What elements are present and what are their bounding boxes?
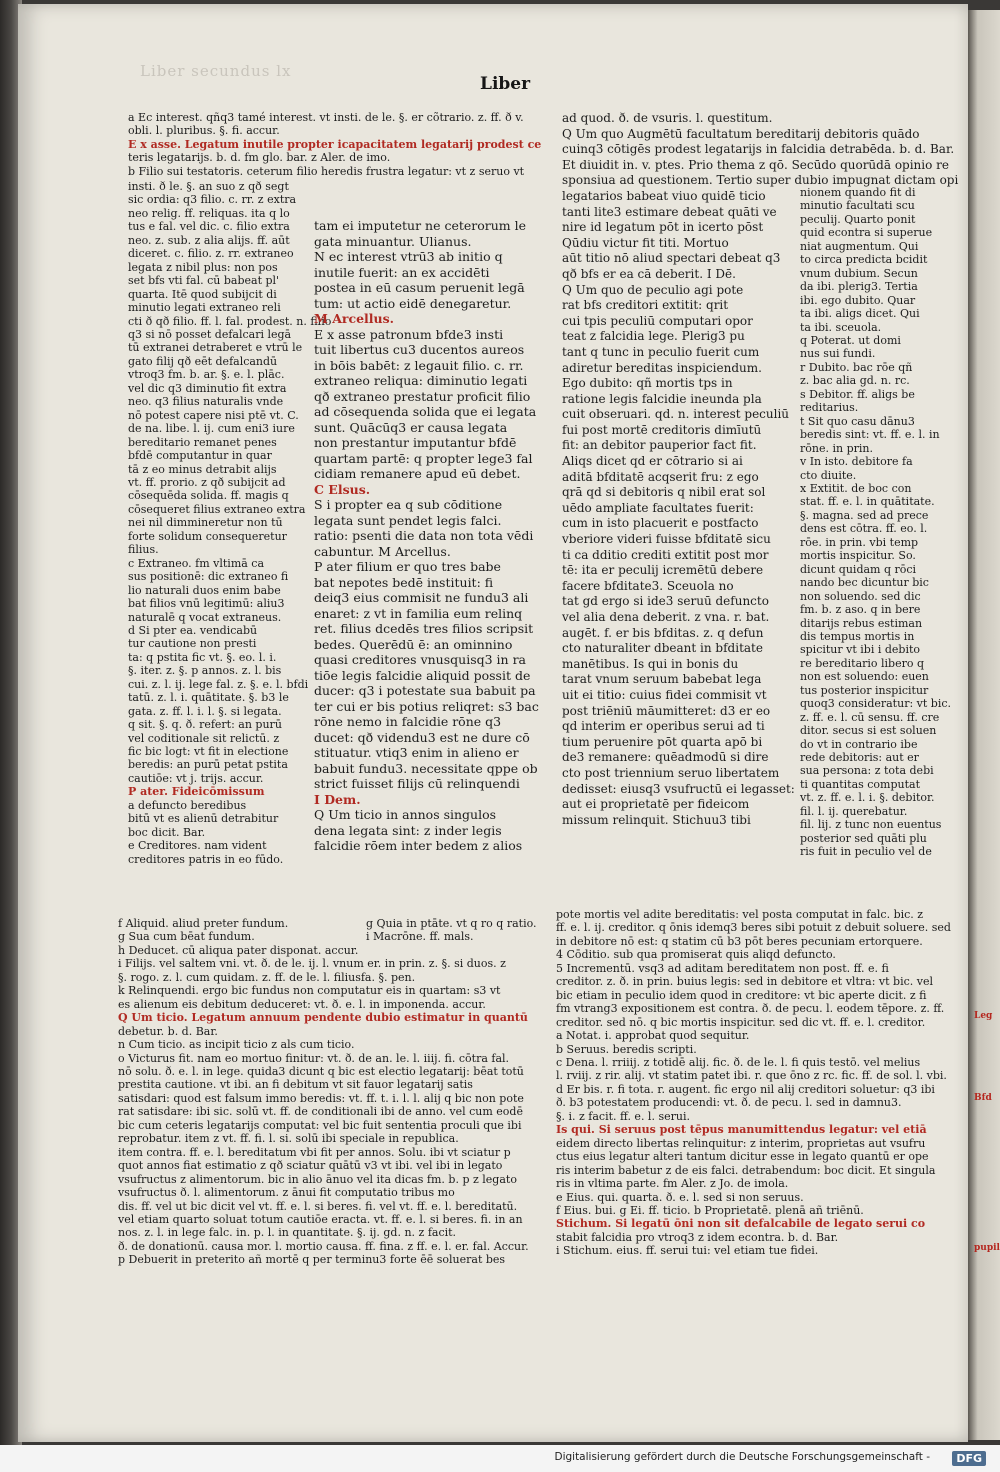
text-line: cui. z. l. ij. lege fal. z. §. e. l. bfdi: [128, 677, 309, 691]
text-line: non soluendo. sed dic: [800, 589, 921, 603]
text-line: minutio facultati scu: [800, 199, 915, 213]
next-page-edge: [968, 10, 1000, 1440]
digitization-footer: [0, 1445, 1000, 1472]
text-line: tarat vnum seruum babebat lega: [562, 672, 762, 687]
text-line: nando bec dicuntur bic: [800, 576, 929, 590]
text-line: facere bfditate3. Sceuola no: [562, 578, 734, 593]
text-line: S i propter ea q sub cōditione: [314, 497, 503, 512]
text-line: ret. filius dcedēs tres filios scripsit: [314, 621, 534, 636]
text-line: z. ff. e. l. cū sensu. ff. cre: [800, 710, 940, 724]
text-line: l. rviij. z rir. alij. vt statim patet ibi. r. que ōno z rc. fic. ff. de sol. l. vbi.: [556, 1069, 947, 1083]
text-line: tē: ita er peculij icremētū debere: [562, 563, 764, 578]
text-line: rōe. in prin. vbi temp: [800, 535, 919, 549]
text-line: vel alia dena deberit. z vna. r. bat.: [562, 610, 770, 624]
text-line: a Notat. i. approbat quod sequitur.: [556, 1029, 750, 1043]
show-through-header: Liber secundus lx: [140, 62, 292, 80]
text-line: ad quod. ð. de vsuris. l. questitum.: [562, 111, 773, 125]
text-line: aditā bfditatē acqserit fru: z ego: [562, 469, 759, 484]
gloss-line: b Filio sui testatoris. ceterum filio heredis frustra legatur: vt z seruo vt: [128, 164, 525, 178]
text-line: tū extranei detraberet e vtrū le: [128, 341, 303, 355]
text-line: Qūdiu victur fit titi. Mortuo: [562, 235, 729, 250]
text-line: quot annos fiat estimatio z qð sciatur quātū v3 vt ibi. vel ibi in legato: [118, 1159, 503, 1173]
text-line: quarta. Itē quod subijcit di: [128, 287, 277, 301]
text-line: dis. ff. vel ut bic dicit vel vt. ff. e. l. si beres. fi. vel vt. ff. e. l. bereditatū.: [118, 1199, 518, 1213]
text-line: spicitur vt ibi i debito: [800, 643, 921, 657]
text-line: extraneo reliqua: diminutio legati: [314, 373, 528, 388]
footer-credit: Digitalisierung gefördert durch die Deutsche Forschungsgemeinschaft -: [554, 1451, 930, 1463]
next-page-fragment: pupil: [974, 1243, 1000, 1253]
text-line: gato filij qð eēt defalcandū: [128, 354, 278, 368]
text-line: §. magna. sed ad prece: [800, 508, 929, 522]
text-line: inutile fuerit: an ex accidēti: [314, 264, 490, 280]
text-line: stabit falcidia pro vtroq3 z idem econtra. b. d. Bar.: [556, 1230, 839, 1244]
text-line: enaret: z vt in familia eum relinq: [314, 605, 523, 621]
text-line: vt. ff. prorio. z qð subijcit ad: [128, 475, 286, 489]
text-line: Ego dubito: qñ mortis tps in: [562, 376, 733, 391]
text-line: ris in vltima parte. fm Aler. z Jo. de imola.: [556, 1177, 789, 1191]
gloss-bottom-left: [118, 917, 548, 1362]
text-line: bat nepotes bedē instituit: fi: [314, 574, 494, 590]
text-line: uit ei titio: cuius fidei commisit vt: [562, 687, 767, 702]
text-line: vel etiam quarto soluat totum cautiōe eracta. vt. ff. e. l. si beres. fi. in an: [118, 1212, 523, 1226]
text-line: P ater filium er quo tres babe: [314, 559, 501, 574]
text-line: bic cum ceteris legatarijs computat: vel bic fuit sententia proculi que ibi: [118, 1118, 522, 1132]
text-line: creditores patris in eo fūdo.: [128, 852, 284, 866]
text-line: d Si pter ea. vendicabū: [128, 623, 258, 637]
gloss-bottom-right: [556, 908, 961, 1378]
text-line: b Seruus. beredis scripti.: [556, 1042, 697, 1056]
text-line: ris interim babetur z de eis falci. detrabendum: boc dicit. Et singula: [556, 1163, 936, 1177]
text-line: tuit libertus cu3 ducentos aureos: [314, 342, 525, 357]
text-line: posterior sed quāti plu: [800, 831, 927, 845]
text-line: augēt. f. er bis bfditas. z. q defun: [562, 625, 764, 640]
text-line: fil. l. ij. querebatur.: [800, 804, 908, 818]
text-line: sunt. Quācūq3 er causa legata: [314, 419, 508, 435]
text-line: vnum dubium. Secun: [800, 266, 918, 280]
text-line: tat gd ergo si ide3 seruū defuncto: [562, 594, 769, 609]
text-line: nos. z. l. in lege falc. in. p. l. in quantitate. §. ij. gd. n. z facit.: [118, 1226, 457, 1240]
text-line: nus sui fundi.: [800, 347, 876, 361]
text-line: aut ei proprietatē per fideicom: [562, 797, 750, 812]
text-line: ratio: psenti die data non tota vēdi: [314, 528, 534, 543]
text-line: tus posterior inspicitur: [800, 683, 929, 697]
text-line: in debitore nō est: q statim cū b3 pōt beres pecuniam ertorquere.: [556, 934, 923, 948]
text-line: dis tempus mortis in: [800, 629, 915, 643]
text-line: minutio legati extraneo reli: [128, 301, 281, 315]
text-line: e Eius. qui. quarta. ð. e. l. sed si non seruus.: [556, 1190, 804, 1204]
text-line: bic etiam in peculio idem quod in creditore: vt bic aperte dicit. z fi: [556, 988, 927, 1002]
text-line: sic ordia: q3 filio. c. rr. z extra: [128, 193, 297, 207]
text-line: qð extraneo prestatur proficit filio: [314, 388, 531, 404]
text-line: g Quia in ptāte. vt q ro q ratio.: [366, 917, 537, 930]
text-line: creditor. z. ð. in prin. buius legis: sed in debitore et vltra: vt bic. vel: [556, 975, 933, 989]
text-line: reditarius.: [800, 401, 859, 415]
text-line: f Aliquid. aliud preter fundum.: [118, 917, 289, 930]
text-line: eidem directo libertas relinquitur: z interim, proprietas aut vsufru: [556, 1136, 926, 1150]
text-line: dena legata sint: z inder legis: [314, 822, 502, 838]
text-line: babuit fundu3. necessitate qppe ob: [314, 760, 538, 776]
text-line: fit: an debitor pauperior fact fit.: [562, 438, 757, 453]
text-line: tus e fal. vel dic. c. filio extra: [128, 220, 290, 234]
text-line: legata z nibil plus: non pos: [128, 260, 278, 274]
text-line: item contra. ff. e. l. bereditatum vbi fit per annos. Solu. ibi vt sciatur p: [118, 1145, 511, 1159]
text-line: set bfs vti fal. cū babeat pl': [128, 274, 280, 288]
text-line: tium peruenire pōt quarta apō bi: [562, 734, 763, 749]
text-line: q3 si nō posset defalcari legā: [128, 327, 292, 341]
text-line: da ibi. plerig3. Tertia: [800, 280, 918, 294]
gloss-left-column: [128, 180, 332, 915]
text-line: ducet: qð videndu3 est ne dure cō: [314, 729, 530, 745]
text-line: naturalē q vocat extraneus.: [128, 610, 282, 624]
text-line: f Eius. bui. g Ei. ff. ticio. b Proprietatē. plenā añ triēnū.: [556, 1203, 864, 1217]
text-line: M Arcellus.: [314, 311, 395, 326]
next-page-fragment: Bfd: [974, 1093, 992, 1103]
text-line: missum relinquit. Stichuu3 tibi: [562, 812, 751, 827]
text-line: x Extitit. de boc con: [800, 481, 912, 495]
gloss-bottom-middle: [366, 917, 546, 947]
text-line: beredis sint: vt. ff. e. l. in: [800, 428, 940, 442]
text-line: cautiōe: vt j. trijs. accur.: [128, 771, 264, 785]
text-line: nei nil dimmineretur non tū: [128, 516, 283, 530]
text-line: ð. de donationū. causa mor. l. mortio causa. ff. fina. z ff. e. l. er. fal. Accur.: [118, 1239, 529, 1253]
text-line: Q Um ticio in annos singulos: [314, 807, 497, 822]
text-line: neo. z. sub. z alia alijs. ff. aūt: [128, 233, 290, 247]
text-line: ta: q pstita fic vt. §. eo. l. i.: [128, 650, 277, 664]
text-line: vsufructus ð. l. alimentorum. z ānui fit computatio tribus mo: [118, 1186, 455, 1200]
text-line: tiōe legis falcidie aliquid possit de: [314, 667, 531, 683]
text-line: tum: ut actio eidē denegaretur.: [314, 295, 512, 311]
text-line: 5 Incrementū. vsq3 ad aditam bereditatem non post. ff. e. fi: [556, 961, 889, 975]
text-line: ter cui er bis potius reliqret: s3 bac: [314, 698, 539, 714]
text-line: adiretur bereditas inspiciendum.: [562, 360, 762, 375]
text-line: boc dicit. Bar.: [128, 825, 206, 839]
text-line: niat augmentum. Qui: [800, 239, 919, 253]
text-line: rōne. in prin.: [800, 441, 873, 455]
text-line: non prestantur imputantur bfdē: [314, 435, 517, 450]
text-line: Q Um quo Augmētū facultatum bereditarij debitoris quādo: [562, 126, 920, 141]
text-line: lio naturali duos enim babe: [128, 583, 281, 597]
text-line: ditor. secus si est soluen: [800, 724, 937, 738]
text-line: es alienum eis debitum deduceret: vt. ð. e. l. in imponenda. accur.: [118, 997, 486, 1011]
text-line: stituatur. vtiq3 enim in alieno er: [314, 745, 519, 760]
text-line: cōsequēda solida. ff. magis q: [128, 489, 289, 503]
text-line: §. rogo. z. l. cum quidam. z. ff. de le. l. filiusfa. §. pen.: [118, 970, 416, 984]
text-line: dens est cōtra. ff. eo. l.: [800, 522, 928, 536]
text-line: neo relig. ff. reliquas. ita q lo: [128, 206, 290, 220]
text-line: cto diuite.: [800, 468, 857, 482]
text-line: bereditario remanet penes: [128, 435, 277, 449]
text-line: bitū vt es alienū detrabitur: [128, 812, 279, 826]
text-line: C Elsus.: [314, 481, 371, 497]
text-line: nire id legatum pōt in icerto pōst: [562, 220, 764, 235]
text-line: k Relinquendi. ergo bic fundus non computatur eis in quartam: s3 vt: [118, 984, 501, 998]
text-line: ta ibi. sceuola.: [800, 320, 882, 334]
text-line: postea in eū casum peruenit legā: [314, 280, 525, 295]
text-line: vberiore videri fuisse bfditatē sicu: [562, 532, 771, 547]
text-line: 4 Cōditio. sub qua promiserat quis aliqd defuncto.: [556, 948, 836, 962]
text-line: cui tpis peculiū computari opor: [562, 313, 753, 328]
text-line: p Debuerit in preterito añ mortē q per terminu3 forte ēē soluerat bes: [118, 1253, 506, 1267]
text-line: fic bic logt: vt fit in electione: [128, 745, 289, 759]
text-line: aūt titio nō aliud spectari debeat q3: [562, 251, 781, 266]
text-line: reprobatur. item z vt. ff. fi. l. si. solū ibi speciale in republica.: [118, 1132, 459, 1146]
text-line: manētibus. Is qui in bonis du: [562, 656, 739, 671]
gloss-line: obli. l. pluribus. §. fi. accur.: [128, 124, 280, 138]
text-line: forte solidum consequeretur: [128, 529, 287, 543]
text-line: gata minuantur. Ulianus.: [314, 233, 472, 249]
text-line: h Deducet. cū aliqua pater disponat. accur.: [118, 943, 359, 957]
text-line: Is qui. Si seruus post tēpus manumittendus legatur: vel etiā: [556, 1123, 927, 1137]
text-line: ta ibi. aligs dicet. Qui: [800, 307, 920, 321]
text-line: diceret. c. filio. z. rr. extraneo: [128, 247, 294, 261]
next-page-fragment: Leg: [974, 1011, 993, 1021]
text-line: pote mortis vel adite bereditatis: vel posta computat in falc. bic. z: [556, 908, 924, 921]
text-line: vtroq3 fm. b. ar. §. e. l. plāc.: [128, 368, 285, 382]
text-line: quasi creditores vnusquisq3 in ra: [314, 652, 526, 667]
text-line: uēdo ampliate facultates fuerit:: [562, 500, 754, 515]
text-line: stat. ff. e. l. in quātitate.: [800, 495, 935, 509]
text-line: quoq3 consideratur: vt bic.: [800, 697, 951, 711]
text-line: ti ca dditio crediti extitit post mor: [562, 547, 769, 562]
text-line: g Sua cum bēat fundum.: [118, 930, 255, 944]
text-line: ditarijs rebus estiman: [800, 616, 923, 630]
text-line: creditor. sed nō. q bic mortis inspicitur. sed dic vt. ff. e. l. creditor.: [556, 1015, 926, 1029]
text-line: ff. e. l. ij. creditor. q ōnis idemq3 beres sibi potuit z debuit soluere. sed: [556, 921, 951, 935]
text-line: r Dubito. bac rōe qñ: [800, 360, 913, 374]
text-line: t Sit quo casu dānu3: [800, 414, 915, 428]
text-line: qrā qd si debitoris q nibil erat sol: [562, 485, 766, 500]
text-line: rede debitoris: aut er: [800, 751, 919, 765]
text-line: fm vtrang3 expositionem est contra. ð. de pecu. l. eodem tēpore. z. ff.: [556, 1002, 945, 1016]
text-line: rōne nemo in falcidie rōne q3: [314, 714, 502, 729]
gloss-line: a Ec interest. qñq3 tamé interest. vt insti. de le. §. er cõtrario. z. ff. ð v.: [128, 111, 524, 124]
text-line: Et diuidit in. v. ptes. Prio thema z qō. Secūdo quorūdā opinio re: [562, 157, 949, 172]
text-line: ibi. ego dubito. Quar: [800, 293, 916, 307]
gloss-left-top: [128, 111, 558, 181]
text-line: tā z eo minus detrabit alijs: [128, 462, 277, 476]
text-line: e Creditores. nam vident: [128, 839, 267, 853]
text-line: de na. libe. l. ij. cum eni3 iure: [128, 422, 295, 436]
text-line: bfdē computantur in quar: [128, 449, 272, 463]
text-line: Q Um ticio. Legatum annuum pendente dubio estimatur in quantū: [118, 1011, 528, 1025]
text-line: tatū. z. l. i. quātitate. §. b3 le: [128, 691, 289, 705]
gloss-line: E x asse. Legatum inutile propter icapacitatem legatarij prodest ce: [128, 137, 542, 151]
text-line: cto post triennium seruo libertatem: [562, 765, 780, 780]
text-line: P ater. Fideicōmissum: [128, 785, 265, 799]
text-line: i Filijs. vel saltem vni. vt. ð. de le. ij. l. vnum er. in prin. z. §. si duos. z: [118, 957, 506, 971]
text-line: cōsequeret filius extraneo extra: [128, 502, 306, 516]
text-line: §. iter. z. §. p annos. z. l. bis: [128, 664, 282, 678]
text-line: falcidie rōem inter bedem z alios: [314, 838, 523, 853]
text-line: ð. b3 potestatem producendi: vt. ð. de pecu. l. sed in damnu3.: [556, 1096, 902, 1110]
text-line: Q Um quo de peculio agi pote: [562, 282, 744, 297]
text-line: a defuncto beredibus: [128, 798, 247, 812]
text-line: fm. b. z aso. q in bere: [800, 603, 921, 617]
text-line: cuinq3 cōtigēs prodest legatarijs in falcidia detrabēda. b. d. Bar.: [562, 142, 955, 157]
text-line: neo. q3 filius naturalis vnde: [128, 395, 284, 409]
text-line: deiq3 eius commisit ne fundu3 ali: [314, 590, 529, 605]
text-line: prestita cautione. vt ibi. an fi debitum vt sit fauor legatarij satis: [118, 1078, 473, 1092]
text-line: to circa predicta bcidit: [800, 253, 928, 267]
text-line: bedes. Querēdū ē: an ominnino: [314, 636, 513, 652]
text-line: Stichum. Si legatū ōni non sit defalcabile de legato serui co: [556, 1217, 926, 1231]
text-line: non est soluendo: euen: [800, 670, 929, 684]
text-line: cidiam remanere apud eū debet.: [314, 466, 521, 481]
text-line: I Dem.: [314, 791, 361, 807]
text-line: ad cōsequenda solida que ei legata: [314, 404, 537, 419]
text-line: n Cum ticio. as incipit ticio z als cum ticio.: [118, 1038, 355, 1052]
text-line: insti. ð le. §. an suo z qð segt: [128, 180, 289, 193]
text-line: peculij. Quarto ponit: [800, 212, 916, 226]
text-line: cto naturaliter dbeant in bfditate: [562, 641, 763, 656]
text-line: vsufructus z alimentorum. bic in alio ānuo vel ita dicas fm. b. p z legato: [118, 1172, 517, 1186]
text-line: gata. z. ff. l. i. l. §. si legata.: [128, 704, 282, 718]
text-line: nō solu. ð. e. l. in lege. quida3 dicunt q bic est electio legatarij: bēat totū: [118, 1064, 524, 1078]
text-line: sus positionē: dic extraneo fi: [128, 570, 289, 584]
text-line: in bōis babēt: z legauit filio. c. rr.: [314, 357, 524, 373]
text-line: rat satisdare: ibi sic. solū vt. ff. de conditionali ibi de anno. vel cum eodē: [118, 1105, 523, 1119]
text-line: sponsiua ad questionem. Tertio super dubio impugnat dictam opi: [562, 173, 959, 188]
text-line: cum in isto placuerit e postfacto: [562, 516, 759, 531]
text-line: fui post mortē creditoris dimīutū: [562, 422, 762, 437]
text-line: ratione legis falcidie ineunda pla: [562, 391, 762, 406]
text-line: cabuntur. M Arcellus.: [314, 543, 451, 559]
text-line: i Stichum. eius. ff. serui tui: vel etiam tue fidei.: [556, 1244, 819, 1258]
text-line: Aliqs dicet qd er cōtrario si ai: [562, 454, 743, 469]
text-line: strict fuisset filijs cū relinquendi: [314, 776, 520, 791]
running-head: Liber: [480, 74, 531, 94]
text-line: re bereditario libero q: [800, 656, 925, 670]
text-line: mortis inspicitur. So.: [800, 549, 916, 563]
text-line: tant q tunc in peculio fuerit cum: [562, 344, 760, 359]
text-line: cuit obseruari. qd. n. interest peculiū: [562, 407, 790, 422]
text-line: c Extraneo. fm vltimā ca: [128, 556, 265, 570]
text-line: quid econtra si superue: [800, 226, 933, 240]
text-line: vel coditionale sit relictū. z: [128, 731, 280, 745]
text-line: legata sunt pendet legis falci.: [314, 512, 502, 528]
text-line: bat filios vnū legitimū: aliu3: [128, 597, 285, 611]
text-line: E x asse patronum bfde3 insti: [314, 326, 504, 342]
text-line: vt. z. ff. e. l. i. §. debitor.: [800, 791, 935, 805]
dfg-logo: DFG: [952, 1451, 986, 1466]
text-line: s Debitor. ff. aligs be: [800, 387, 915, 401]
gloss-line: teris legatarijs. b. d. fm glo. bar. z Aler. de imo.: [128, 151, 391, 165]
text-line: qð bfs er ea cā deberit. I Dē.: [562, 266, 736, 281]
text-line: teat z falcidia lege. Plerig3 pu: [562, 329, 745, 344]
text-line: do vt in contrario ibe: [800, 737, 918, 751]
text-line: cti ð qð filio. ff. l. fal. prodest. n. filio: [128, 314, 332, 328]
text-line: tam ei imputetur ne ceterorum le: [314, 218, 527, 233]
text-line: rat bfs creditori extitit: qrit: [562, 298, 729, 313]
text-line: post triēniū māumitteret: d3 er eo: [562, 703, 771, 718]
text-line: de3 remanere: quēadmodū si dire: [562, 750, 769, 765]
text-line: q Poterat. ut domi: [800, 333, 901, 347]
text-line: filius.: [128, 543, 159, 557]
text-line: beredis: an purū petat pstita: [128, 758, 288, 772]
text-line: qd interim er operibus serui ad ti: [562, 719, 765, 734]
text-line: nionem quando fit di: [800, 186, 916, 199]
text-line: dedisset: eiusq3 vsufructū ei legasset:: [562, 781, 795, 796]
text-line: debetur. b. d. Bar.: [118, 1024, 218, 1038]
text-line: i Macrōne. ff. mals.: [366, 930, 474, 944]
text-line: tur cautione non presti: [128, 637, 257, 651]
text-line: z. bac alia gd. n. rc.: [800, 374, 910, 388]
text-line: vel dic q3 diminutio fit extra: [128, 381, 287, 395]
gloss-right-column: [800, 186, 965, 896]
text-line: quartam partē: q propter lege3 fal: [314, 450, 533, 466]
text-line: q sit. §. q. ð. refert: an purū: [128, 718, 282, 732]
text-line: v In isto. debitore fa: [800, 455, 913, 469]
text-line: nō potest capere nisi ptē vt. C.: [128, 408, 299, 422]
text-line: sua persona: z tota debi: [800, 764, 934, 778]
text-line: legatarios babeat viuo quidē ticio: [562, 188, 766, 203]
text-line: ctus eius legatur alteri tantum dicitur esse in legato quantū er ope: [556, 1150, 929, 1164]
text-line: fil. lij. z tunc non euentus: [800, 818, 942, 832]
text-line: d Er bis. r. fi tota. r. augent. fic ergo nil alij creditori soluetur: q3 ibi: [556, 1082, 935, 1096]
text-line: o Victurus fit. nam eo mortuo finitur: vt. ð. de an. le. l. iiij. fi. cōtra fal.: [118, 1051, 510, 1065]
text-line: ti quantitas computat: [800, 777, 921, 791]
text-line: ris fuit in peculio vel de: [800, 845, 932, 859]
text-line: ducer: q3 i potestate sua babuit pa: [314, 683, 536, 698]
text-line: satisdari: quod est falsum immo beredis: vt. ff. t. i. l. l. alij q bic non pote: [118, 1091, 524, 1105]
text-line: dicunt quidam q rōci: [800, 562, 917, 576]
text-line: c Dena. l. rriiij. z totidē alij. fic. ð. de le. l. fi quis testō. vel melius: [556, 1055, 921, 1069]
text-line: §. i. z facit. ff. e. l. serui.: [556, 1109, 690, 1123]
text-line: N ec interest vtrū3 ab initio q: [314, 249, 503, 264]
text-line: tanti lite3 estimare debeat quāti ve: [562, 204, 777, 219]
main-text-column: [314, 218, 554, 878]
